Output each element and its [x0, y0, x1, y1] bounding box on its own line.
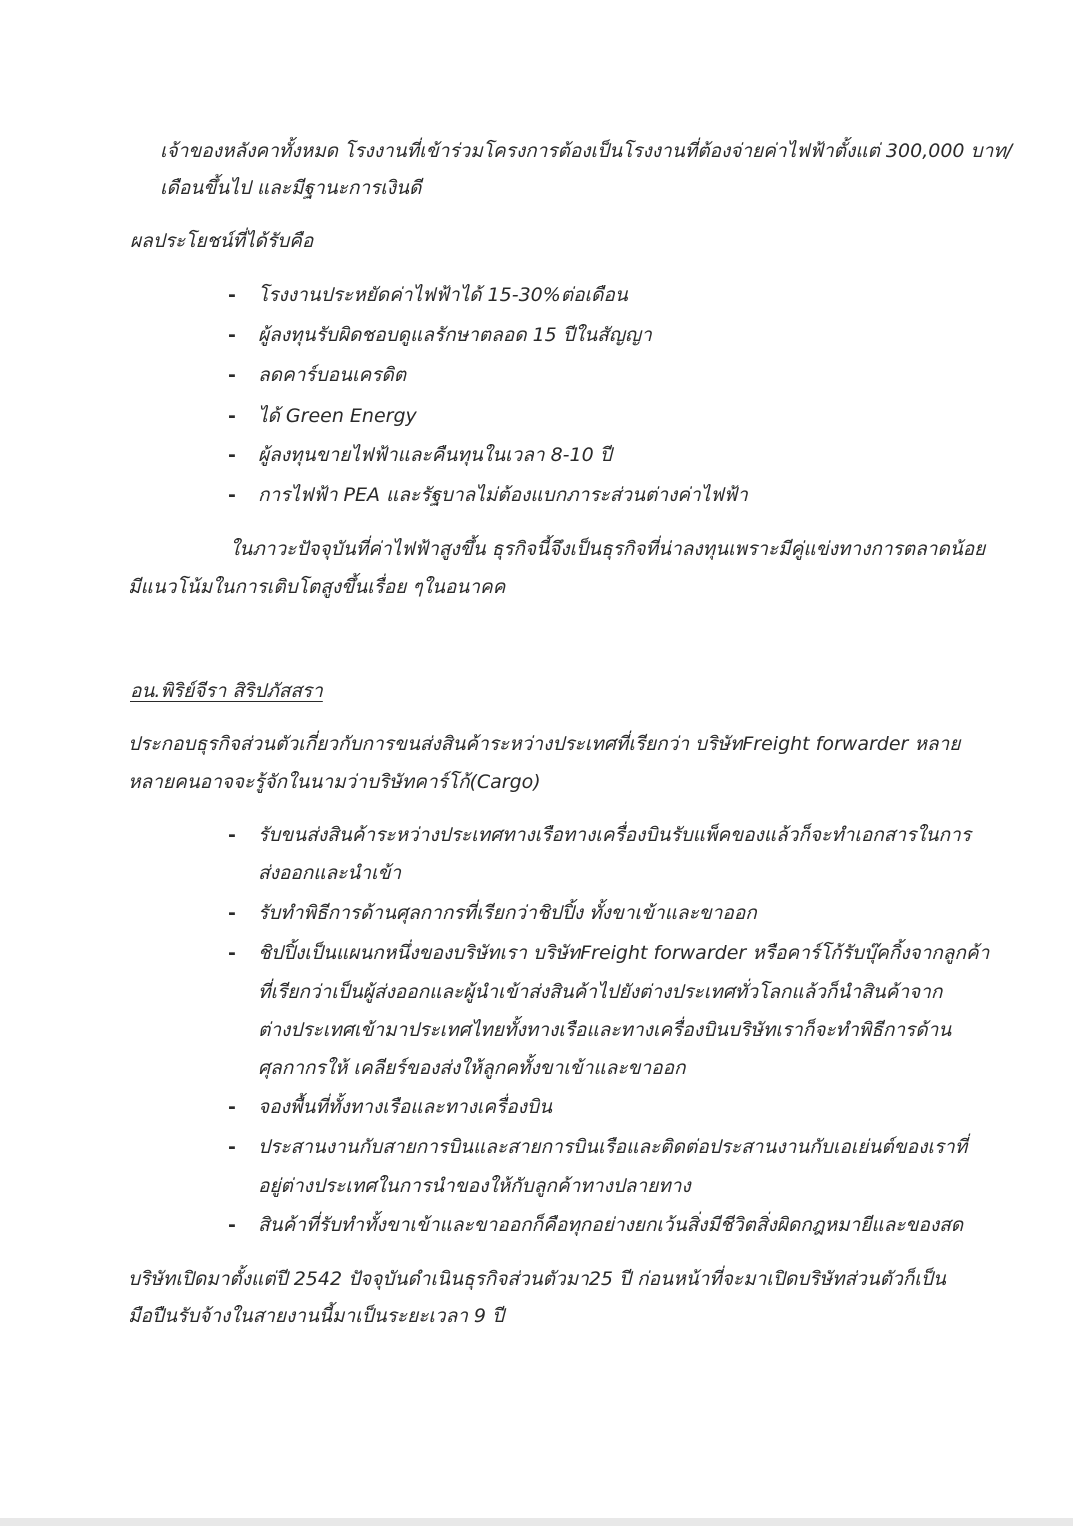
list-item-text: ส่งออกและนำเข้า [258, 862, 402, 884]
closing-line-2: มือปืนรับจ้างในสายงานนี้มาเป็นระยะเวลา 9 ปี [128, 1305, 505, 1327]
list-item-text: การไฟฟ้า PEA และรัฐบาลไม่ต้องแบกภาระส่วนต่างค่าไฟฟ้า [258, 484, 748, 506]
bullet-dash: - [228, 284, 236, 306]
list-item-text: สินค้าที่รับทำทั้งขาเข้าและขาออกก็คือทุกอย่างยกเว้นสิ่งมีชีวิตสิ่งผิดกฎหมายีและของสด [258, 1214, 964, 1236]
list-item-text: ผู้ลงทุนขายไฟฟ้าและคืนทุนในเวลา 8-10 ปี [258, 444, 612, 466]
bullet-dash: - [228, 824, 236, 846]
closing-line-1: บริษัทเปิดมาตั้งแต่ปี 2542 ปัจจุบันดำเนินธุรกิจส่วนตัวมา25 ปี ก่อนหน้าที่จะมาเปิดบริษัทส่วนตัวก็เป็น [128, 1268, 946, 1290]
bullet-dash: - [228, 1214, 236, 1236]
list-item-text: ประสานงานกับสายการบินและสายการบินเรือและติดต่อประสานงานกับเอเย่นต์ของเราที่ [258, 1136, 968, 1158]
bullet-dash: - [228, 444, 236, 466]
bullet-dash: - [228, 902, 236, 924]
list-item-text: จองพื้นที่ทั้งทางเรือและทางเครื่องบิน [258, 1096, 552, 1118]
list-item-text: ผู้ลงทุนรับผิดชอบดูแลรักษาตลอด 15 ปีในสัญญา [258, 324, 652, 346]
bullet-dash: - [228, 324, 236, 346]
intro-line-1: เจ้าของหลังคาทั้งหมด โรงงานที่เข้าร่วมโครงการต้องเป็นโรงงานที่ต้องจ่ายค่าไฟฟ้าตั้งแต่ 300,000 บาท/ [160, 140, 1013, 162]
bullet-dash: - [228, 942, 236, 964]
page-bottom-edge [0, 1518, 1073, 1526]
list-item-text: รับขนส่งสินค้าระหว่างประเทศทางเรือทางเครื่องบินรับแพ็คของแล้วก็จะทำเอกสารในการ [258, 824, 971, 846]
bullet-dash: - [228, 405, 236, 427]
intro-line-2: เดือนขึ้นไป และมีฐานะการเงินดี [160, 177, 422, 199]
bullet-dash: - [228, 1096, 236, 1118]
bullet-dash: - [228, 364, 236, 386]
list-item-text: ลดคาร์บอนเครดิต [258, 364, 407, 386]
list-item-text: ที่เรียกว่าเป็นผู้ส่งออกและผู้นำเข้าส่งสินค้าไปยังต่างประเทศทั่วโลกแล้วก็นำสินค้าจาก [258, 981, 943, 1003]
benefits-summary-line-2: มีแนวโน้มในการเติบโตสูงขึ้นเรื่อย ๆในอนาคค [128, 576, 506, 598]
bullet-dash: - [228, 1136, 236, 1158]
list-item-text: ต่างประเทศเข้ามาประเทศไทยทั้งทางเรือและทางเครื่องบินบริษัทเราก็จะทำพิธีการด้าน [258, 1019, 952, 1041]
benefits-heading: ผลประโยชน์ที่ได้รับคือ [130, 230, 314, 252]
section2-intro-line-2: หลายคนอาจจะรู้จักในนามว่าบริษัทคาร์โก้(Cargo) [128, 771, 541, 793]
list-item-text: ได้ Green Energy [258, 405, 417, 427]
section2-heading: อน.พิริย์จีรา สิริปภัสสรา [130, 680, 323, 702]
list-item-text: โรงงานประหยัดค่าไฟฟ้าได้ 15-30%ต่อเดือน [258, 284, 628, 306]
list-item-text: ชิปปิ้งเป็นแผนกหนึ่งของบริษัทเรา บริษัทFreight forwarder หรือคาร์โก้รับบุ๊คกิ้งจากลูกค้า [258, 942, 990, 964]
list-item-text: รับทำพิธีการด้านศุลกากรที่เรียกว่าชิปปิ้ง ทั้งขาเข้าและขาออก [258, 902, 757, 924]
section2-intro-line-1: ประกอบธุรกิจส่วนตัวเกี่ยวกับการขนส่งสินค้าระหว่างประเทศที่เรียกว่า บริษัทFreight forwarder หลาย [128, 733, 961, 755]
list-item-text: ศุลกากรให้ เคลียร์ของส่งให้ลูกคทั้งขาเข้าและขาออก [258, 1057, 686, 1079]
bullet-dash: - [228, 484, 236, 506]
benefits-summary-line-1: ในภาวะปัจจุบันที่ค่าไฟฟ้าสูงขึ้น ธุรกิจนี้จึงเป็นธุรกิจที่น่าลงทุนเพราะมีคู่แข่งทางการตลาดน้อย [230, 538, 986, 560]
list-item-text: อยู่ต่างประเทศในการนำของให้กับลูกค้าทางปลายทาง [258, 1175, 691, 1197]
